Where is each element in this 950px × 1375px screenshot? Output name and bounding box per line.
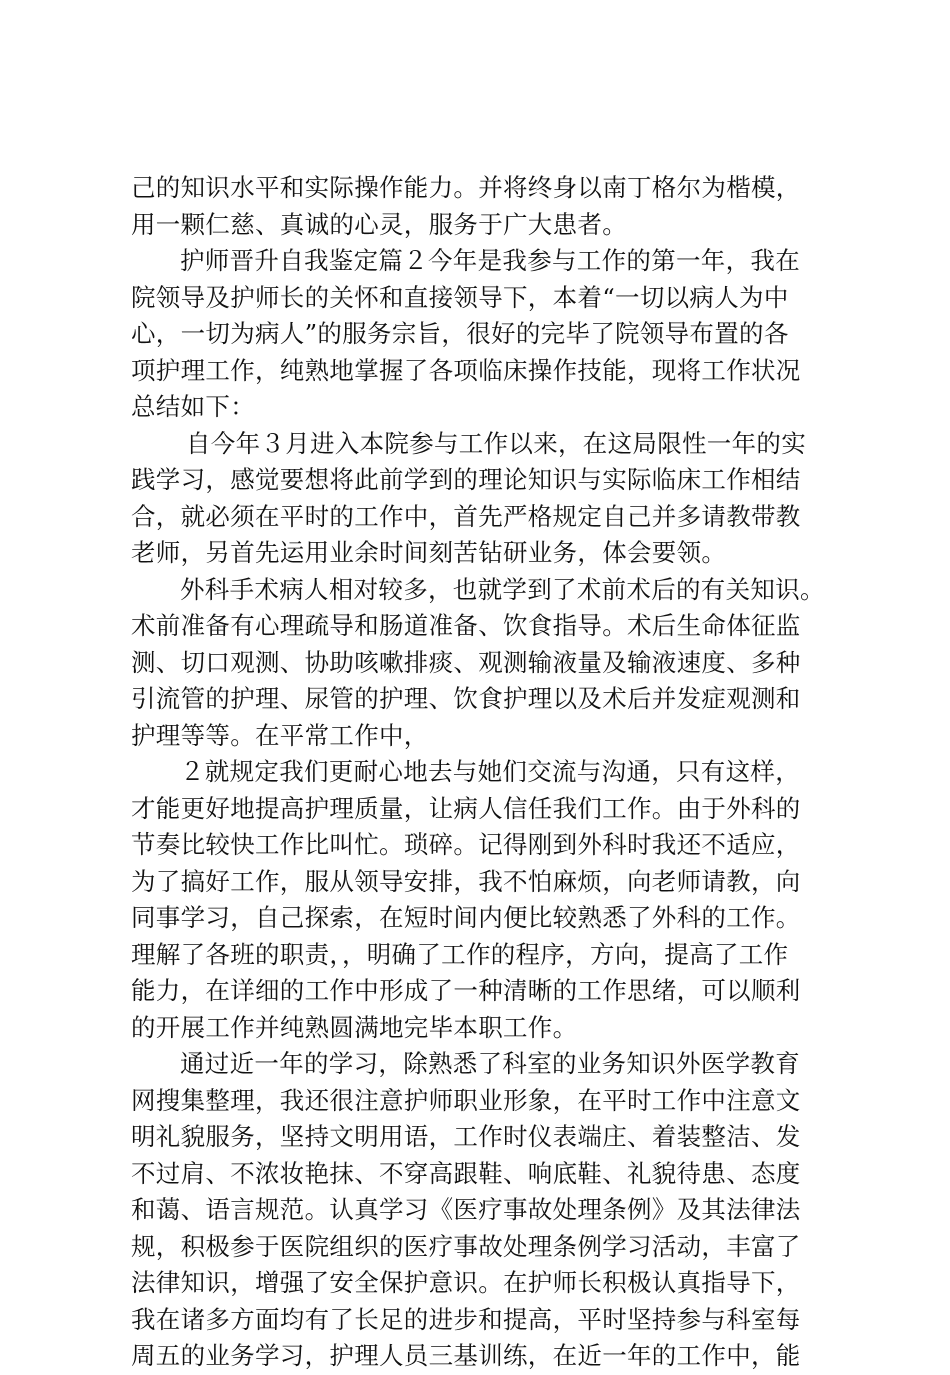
text-line: 通过近一年的学习，除熟悉了科室的业务知识外医学教育: [180, 1049, 800, 1078]
text-line: 引流管的护理、尿管的护理、饮食护理以及术后并发症观测和: [131, 684, 801, 713]
text-line: 测、切口观测、协助咳嗽排痰、观测输液量及输液速度、多种: [131, 647, 801, 677]
text-line: 心，一切为病人”的服务宗旨，很好的完毕了院领导布置的各: [131, 319, 789, 348]
document-body: [131, 170, 831, 1375]
text-line: ２就规定我们更耐心地去与她们交流与沟通，只有这样，: [180, 757, 800, 786]
text-line: 护师晋升自我鉴定篇２今年是我参与工作的第一年，我在: [180, 246, 800, 275]
text-line: 用一颗仁慈、真诚的心灵，服务于广大患者。: [131, 209, 627, 239]
text-line: 理解了各班的职责，，明确了工作的程序，方向，提高了工作: [131, 939, 789, 969]
text-line: 节奏比较快工作比叫忙。琐碎。记得刚到外科时我还不适应，: [131, 830, 801, 859]
text-line: 外科手术病人相对较多，也就学到了术前术后的有关知识。: [180, 574, 825, 604]
text-line: 总结如下：: [131, 392, 255, 421]
text-line: 才能更好地提高护理质量，让病人信任我们工作。由于外科的: [131, 793, 801, 823]
text-line: 践学习，感觉要想将此前学到的理论知识与实际临床工作相结: [131, 465, 801, 494]
text-line: 项护理工作，纯熟地掌握了各项临床操作技能，现将工作状况: [131, 355, 801, 385]
text-line: 合，就必须在平时的工作中，首先严格规定自己并多请教带教: [131, 501, 801, 531]
text-line: 规，积极参于医院组织的医疗事故处理条例学习活动，丰富了: [131, 1231, 801, 1261]
text-line: 我在诸多方面均有了长足的进步和提高，平时坚持参与科室每: [131, 1304, 801, 1334]
text-line: 的开展工作并纯熟圆满地完毕本职工作。: [131, 1012, 578, 1042]
text-line: 不过肩、不浓妆艳抹、不穿高跟鞋、响底鞋、礼貌待患、态度: [131, 1158, 801, 1188]
text-line: 院领导及护师长的关怀和直接领导下，本着“一切以病人为中: [131, 282, 789, 312]
text-line: 能力，在详细的工作中形成了一种清晰的工作思绪，可以顺利: [131, 976, 801, 1005]
text-line: 术前准备有心理疏导和肠道准备、饮食指导。术后生命体征监: [131, 611, 801, 640]
text-line: 和蔼、语言规范。认真学习《医疗事故处理条例》及其法律法: [131, 1195, 801, 1224]
text-line: 网搜集整理，我还很注意护师职业形象，在平时工作中注意文: [131, 1085, 801, 1115]
text-line: 同事学习，自己探索，在短时间内便比较熟悉了外科的工作。: [131, 903, 801, 932]
text-line: 法律知识，增强了安全保护意识。在护师长积极认真指导下，: [131, 1268, 801, 1297]
text-line: 自今年３月进入本院参与工作以来，在这局限性一年的实: [186, 428, 806, 458]
text-line: 老师，另首先运用业余时间刻苦钻研业务，体会要领。: [131, 538, 727, 567]
text-line: 明礼貌服务，坚持文明用语，工作时仪表端庄、着装整洁、发: [131, 1122, 801, 1151]
text-line: 为了搞好工作，服从领导安排，我不怕麻烦，向老师请教，向: [131, 866, 801, 896]
text-line: 己的知识水平和实际操作能力。并将终身以南丁格尔为楷模，: [131, 173, 801, 202]
text-line: 周五的业务学习，护理人员三基训练，在近一年的工作中，能: [131, 1341, 801, 1370]
text-line: 护理等等。在平常工作中，: [131, 720, 429, 750]
